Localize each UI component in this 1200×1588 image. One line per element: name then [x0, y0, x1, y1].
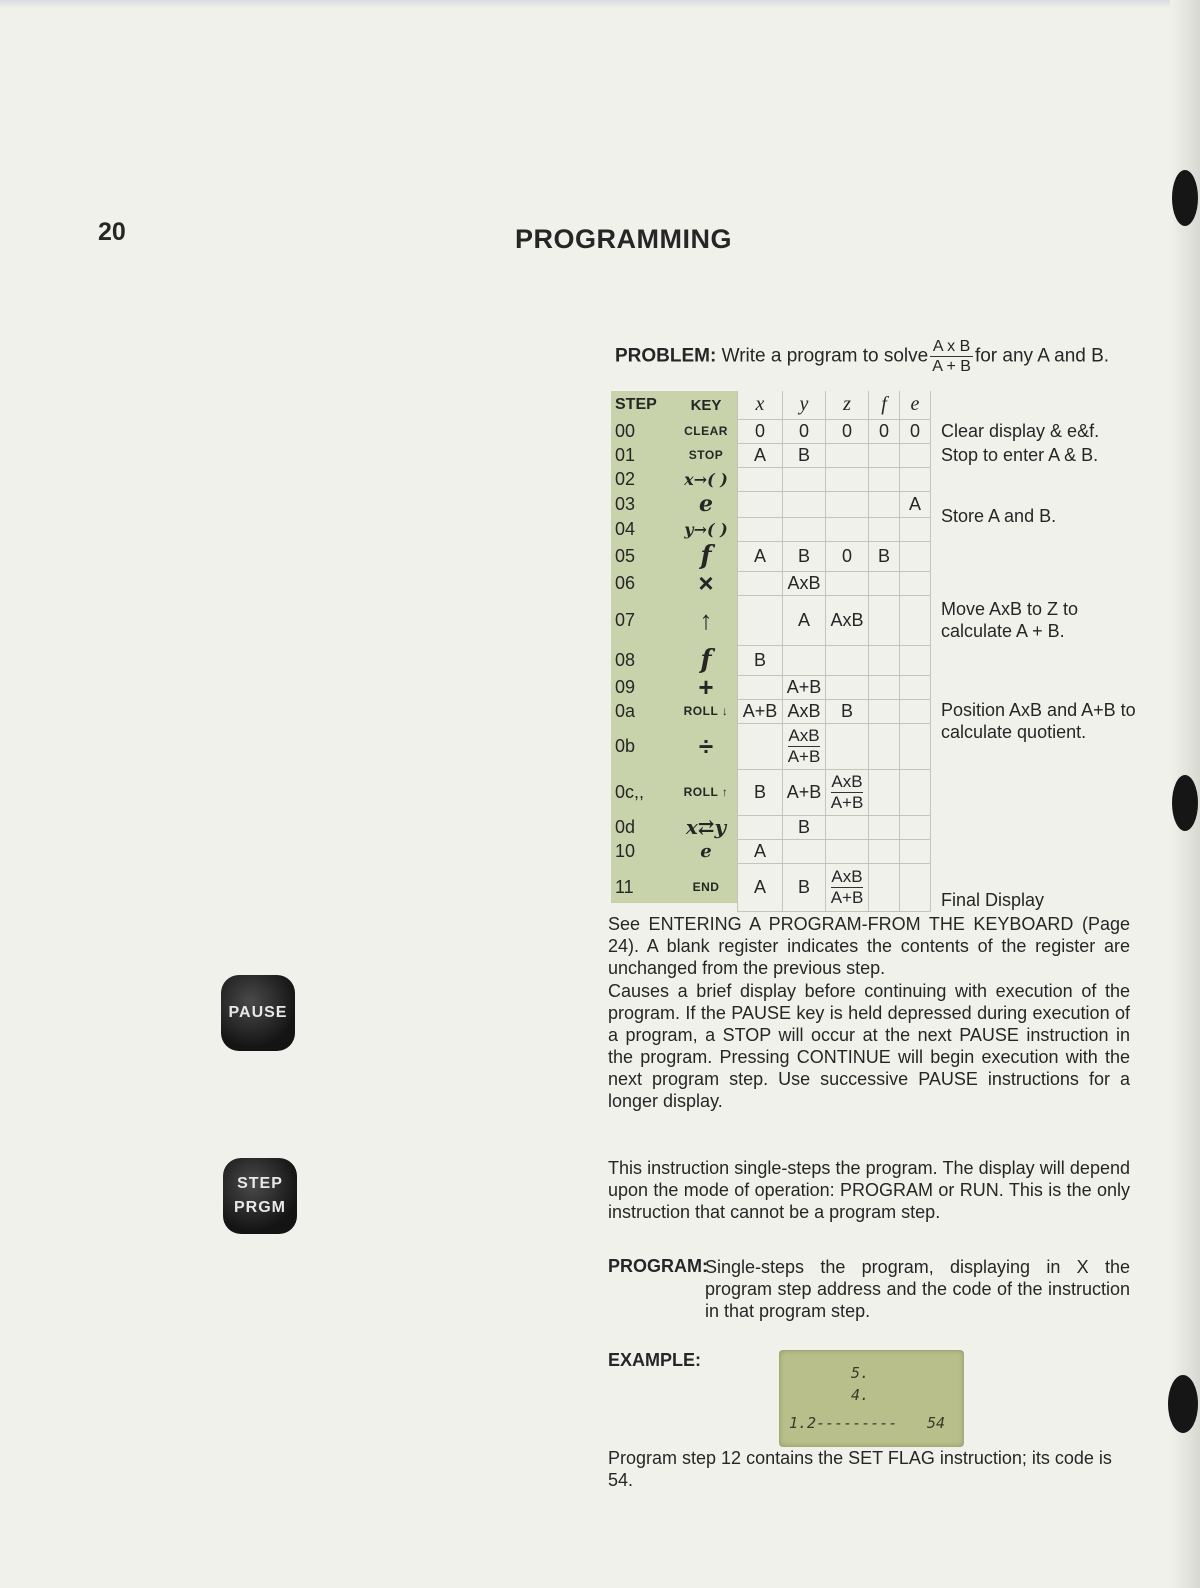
step-prgm-paragraph: This instruction single-steps the program. The display will depend upon the mode of operation: PROGRAM or RUN. This is the only instruction that cannot be a program step.: [608, 1158, 1130, 1222]
e-cell: [900, 723, 931, 769]
f-cell: [869, 863, 900, 911]
f-cell: [869, 517, 900, 541]
page-title: PROGRAMMING: [515, 224, 732, 254]
key-cell: CLEAR: [684, 424, 728, 438]
x-cell: [738, 467, 783, 491]
pause-key-label: PAUSE: [228, 1004, 288, 1021]
pause-key: [221, 975, 295, 1051]
e-cell: [900, 467, 931, 491]
problem-fraction: $\frac{\text{A x B}}{A + B}$: [932, 338, 971, 375]
z-cell: [826, 815, 869, 839]
note-cell: Stop to enter A & B.: [941, 445, 1099, 465]
f-cell: [869, 645, 900, 675]
table-row: [611, 419, 1151, 443]
x-cell: [738, 595, 783, 645]
step-prgm-key: [223, 1158, 297, 1234]
step-cell: 0d: [615, 816, 636, 837]
table-row: [611, 815, 1151, 839]
table-row: [611, 541, 1151, 571]
note-cell: [931, 571, 1152, 595]
f-cell: [869, 491, 900, 517]
e-cell: [900, 443, 931, 467]
binder-hole: [1172, 170, 1198, 226]
x-cell: 0: [738, 419, 783, 443]
note-cell: Clear display & e&f.: [941, 421, 1100, 441]
z-cell: [826, 839, 869, 863]
f-cell: [869, 815, 900, 839]
z-cell: [826, 491, 869, 517]
f-cell: [869, 571, 900, 595]
e-cell: [900, 815, 931, 839]
note-cell: Position AxB and A+B to calculate quotient.: [941, 700, 1136, 742]
display-line-3-right: 54: [927, 1414, 946, 1432]
key-cell: ×: [698, 568, 714, 598]
display-line-2: 4.: [851, 1386, 870, 1404]
x-cell: [738, 571, 783, 595]
note-cell: [931, 645, 1152, 675]
z-cell: [826, 723, 869, 769]
key-cell: END: [692, 880, 720, 894]
e-cell: [900, 517, 931, 541]
note-cell: Final Display: [941, 890, 1045, 910]
z-cell: [826, 675, 869, 699]
display-line-3-left: 1.2---------: [789, 1414, 898, 1432]
x-cell: A: [738, 863, 783, 911]
step-cell: 03: [615, 493, 636, 514]
header-note: [931, 391, 1152, 419]
key-cell: +: [698, 672, 714, 702]
note-cell: [931, 675, 1152, 699]
header-step: STEP: [615, 396, 657, 413]
f-cell: [869, 467, 900, 491]
y-cell: [783, 491, 826, 517]
y-cell: [783, 467, 826, 491]
e-cell: [900, 645, 931, 675]
note-cell: [931, 815, 1152, 839]
z-cell: [826, 443, 869, 467]
note-cell: Store A and B.: [941, 506, 1057, 526]
key-cell: y→( ): [684, 519, 728, 539]
key-cell: e: [700, 840, 712, 862]
page-edge-shadow: [0, 0, 1200, 8]
header-z: z: [826, 391, 869, 419]
y-cell: 0: [783, 419, 826, 443]
x-cell: [738, 517, 783, 541]
z-cell: AxB: [826, 595, 869, 645]
page-number: 20: [98, 218, 126, 246]
fraction: $\frac{\text{AxB}}{A+B}$: [830, 866, 864, 907]
problem-text: Write a program to solve: [721, 345, 929, 367]
e-cell: A: [900, 491, 931, 517]
x-cell: B: [738, 645, 783, 675]
table-row: [611, 839, 1151, 863]
problem-label: PROBLEM:: [615, 345, 717, 367]
f-cell: [869, 699, 900, 723]
f-cell: [869, 675, 900, 699]
table-row: [611, 443, 1151, 467]
program-table: [611, 391, 1151, 912]
x-cell: [738, 491, 783, 517]
x-cell: A: [738, 443, 783, 467]
x-cell: A: [738, 839, 783, 863]
key-cell: f: [700, 541, 712, 571]
y-cell: AxB: [783, 699, 826, 723]
z-cell: [826, 769, 869, 815]
e-cell: 0: [900, 419, 931, 443]
f-cell: B: [869, 541, 900, 571]
step-cell: 07: [615, 609, 636, 630]
step-cell: 05: [615, 545, 636, 566]
see-entering-paragraph: See ENTERING A PROGRAM-FROM THE KEYBOARD (Page 24). A blank register indicates the contents of the register are unchanged from the previous step.: [608, 914, 1130, 978]
header-f: f: [869, 391, 900, 419]
key-cell: ÷: [698, 731, 714, 761]
key-cell: e: [699, 491, 713, 517]
e-cell: [900, 541, 931, 571]
example-label: EXAMPLE:: [608, 1350, 702, 1370]
step-cell: 01: [615, 444, 636, 465]
table-row: [611, 863, 1151, 911]
e-cell: [900, 595, 931, 645]
x-cell: [738, 815, 783, 839]
z-cell: [826, 467, 869, 491]
step-cell: 0a: [615, 700, 636, 721]
step-cell: 06: [615, 572, 636, 593]
header-key: KEY: [690, 396, 722, 414]
fraction: $\frac{\text{AxB}}{A+B}$: [787, 725, 821, 766]
e-cell: [900, 769, 931, 815]
z-cell: B: [826, 699, 869, 723]
table-row: [611, 645, 1151, 675]
table-row: [611, 595, 1151, 645]
key-cell: ROLL ↑: [683, 785, 729, 799]
y-cell: B: [783, 541, 826, 571]
problem-text-tail: for any A and B.: [974, 345, 1110, 367]
y-cell: A: [783, 595, 826, 645]
key-cell: x→( ): [684, 469, 728, 489]
z-cell: [826, 863, 869, 911]
key-cell: ROLL ↓: [683, 704, 729, 718]
y-cell: [783, 723, 826, 769]
f-cell: [869, 839, 900, 863]
problem-statement: [615, 337, 1109, 376]
f-cell: [869, 723, 900, 769]
step-cell: 08: [615, 649, 636, 670]
x-cell: A+B: [738, 699, 783, 723]
step-prgm-key-line1: STEP: [237, 1175, 283, 1192]
f-cell: [869, 443, 900, 467]
step-prgm-key-line2: PRGM: [234, 1199, 286, 1216]
key-cell: x⇄y: [685, 815, 727, 839]
y-cell: A+B: [783, 675, 826, 699]
step-cell: 00: [615, 420, 636, 441]
y-cell: B: [783, 863, 826, 911]
e-cell: [900, 839, 931, 863]
step-cell: 11: [615, 876, 634, 897]
y-cell: B: [783, 815, 826, 839]
y-cell: [783, 645, 826, 675]
step-cell: 09: [615, 676, 636, 697]
step-cell: 0b: [615, 735, 636, 756]
z-cell: 0: [826, 419, 869, 443]
table-row: [611, 675, 1151, 699]
f-cell: 0: [869, 419, 900, 443]
e-cell: [900, 863, 931, 911]
y-cell: [783, 839, 826, 863]
calculator-display: [779, 1350, 964, 1447]
display-line-1: 5.: [851, 1364, 870, 1382]
e-cell: [900, 675, 931, 699]
y-cell: A+B: [783, 769, 826, 815]
z-cell: [826, 517, 869, 541]
pause-paragraph: Causes a brief display before continuing with execution of the program. If the PAUSE key is held depressed during execution of a program, a STOP will occur at the next PAUSE instruction in the program. Pressing CONTINUE will begin execution with the next program step. Use successive PAUSE instructions for a longer display.: [608, 981, 1130, 1111]
y-cell: [783, 517, 826, 541]
z-cell: [826, 571, 869, 595]
f-cell: [869, 769, 900, 815]
note-cell: [931, 467, 1152, 491]
binder-hole: [1168, 1375, 1198, 1433]
closing-paragraph: Program step 12 contains the SET FLAG instruction; its code is 54.: [608, 1448, 1112, 1490]
table-row: [611, 699, 1151, 723]
program-label: PROGRAM:: [608, 1256, 708, 1276]
z-cell: [826, 645, 869, 675]
f-cell: [869, 595, 900, 645]
step-cell: 0c,,: [615, 781, 645, 802]
fraction: $\frac{\text{AxB}}{A+B}$: [830, 771, 864, 812]
x-cell: B: [738, 769, 783, 815]
key-cell: STOP: [688, 448, 724, 462]
note-cell: Move AxB to Z to calculate A + B.: [941, 599, 1079, 641]
key-cell: ↑: [699, 605, 713, 635]
key-cell: f: [700, 645, 712, 675]
step-cell: 02: [615, 468, 636, 489]
y-cell: B: [783, 443, 826, 467]
x-cell: A: [738, 541, 783, 571]
e-cell: [900, 571, 931, 595]
header-e: e: [900, 391, 931, 419]
table-row: [611, 571, 1151, 595]
table-row: [611, 491, 1151, 517]
note-cell: [931, 839, 1152, 863]
step-cell: 10: [615, 840, 636, 861]
program-paragraph: Single-steps the program, displaying in X the program step address and the code of the instruction in that program step.: [705, 1257, 1130, 1321]
header-y: y: [783, 391, 826, 419]
z-cell: 0: [826, 541, 869, 571]
e-cell: [900, 699, 931, 723]
x-cell: [738, 723, 783, 769]
header-x: x: [738, 391, 783, 419]
binder-hole: [1172, 775, 1198, 831]
table-row: [611, 467, 1151, 491]
note-cell: [931, 541, 1152, 571]
step-cell: 04: [615, 518, 636, 539]
y-cell: AxB: [783, 571, 826, 595]
x-cell: [738, 675, 783, 699]
